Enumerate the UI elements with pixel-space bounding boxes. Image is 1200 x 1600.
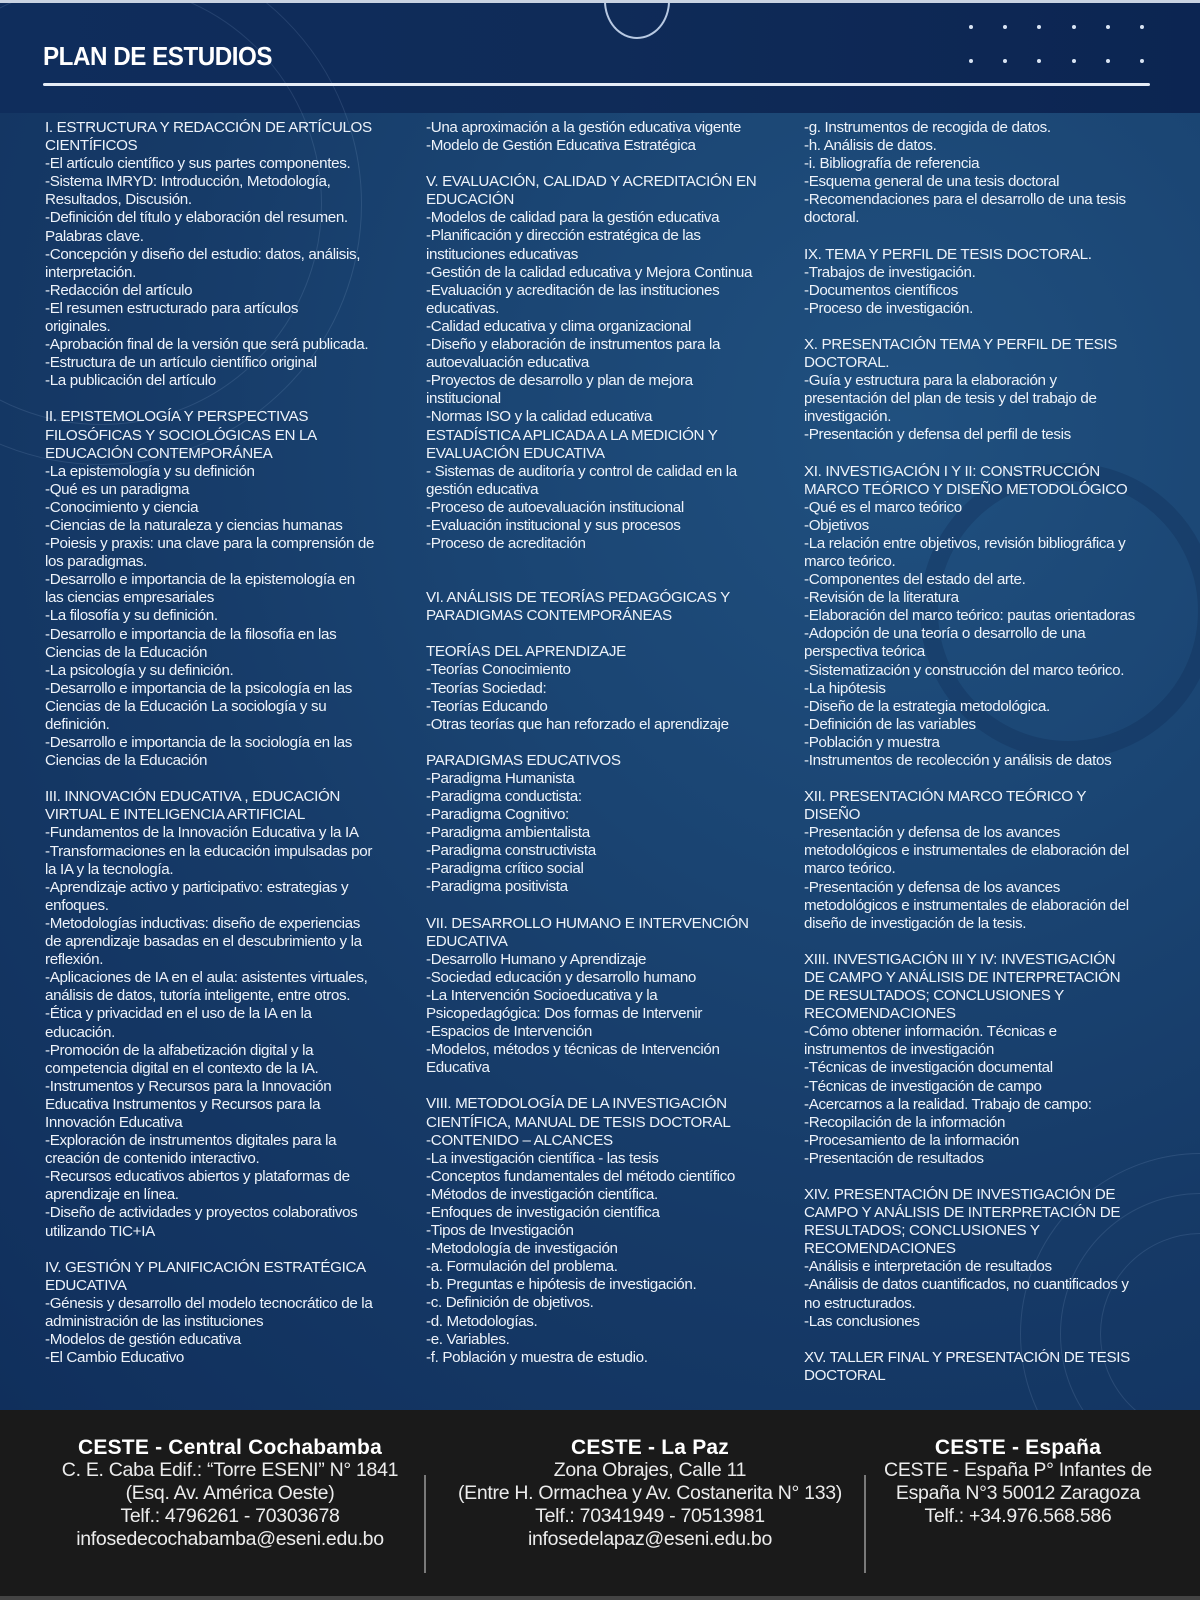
office-phone: Telf.: +34.976.568.586 (924, 1505, 1112, 1527)
office-cochabamba (40, 1436, 420, 1551)
syllabus-item: -Normas ISO y la calidad educativa (426, 408, 653, 426)
section-heading: X. PRESENTACIÓN TEMA Y PERFIL DE TESIS (804, 335, 1118, 353)
section-heading: XV. TALLER FINAL Y PRESENTACIÓN DE TESIS (804, 1348, 1130, 1366)
syllabus-section (804, 788, 1174, 933)
syllabus-item: -Sistematización y construcción del marco teórico. (804, 661, 1125, 679)
syllabus-item: las ciencias empresariales (45, 589, 215, 607)
section-heading: RECOMENDACIONES (804, 1240, 956, 1258)
syllabus-item: -Las conclusiones (804, 1312, 920, 1330)
syllabus-section (804, 119, 1174, 228)
syllabus-item: -Análisis de datos cuantificados, no cuantificados y (804, 1276, 1129, 1294)
syllabus-section (804, 1349, 1174, 1385)
syllabus-item: -Definición del título y elaboración del resumen. (45, 209, 348, 227)
syllabus-item: originales. (45, 318, 111, 336)
syllabus-item: -El artículo científico y sus partes componentes. (45, 155, 351, 173)
syllabus-item: -Qué es el marco teórico (804, 498, 962, 516)
syllabus-item: Ciencias de la Educación La sociología y su (45, 697, 327, 715)
syllabus-section (426, 752, 796, 897)
syllabus-section (804, 1186, 1174, 1331)
syllabus-item: -Modelo de Gestión Educativa Estratégica (426, 137, 696, 155)
syllabus-item: -Procesamiento de la información (804, 1131, 1020, 1149)
syllabus-item: instrumentos de investigación (804, 1041, 994, 1059)
syllabus-item: - Sistemas de auditoría y control de calidad en la (426, 462, 737, 480)
section-heading: VIRTUAL E INTELIGENCIA ARTIFICIAL (45, 806, 305, 824)
syllabus-item: -Ciencias de la naturaleza y ciencias humanas (45, 516, 343, 534)
office-phone: Telf.: 70341949 - 70513981 (535, 1505, 765, 1527)
syllabus-item: de aprendizaje basadas en el descubrimiento y la (45, 933, 362, 951)
syllabus-section (45, 1259, 410, 1368)
syllabus-item: Psicopedagógica: Dos formas de Intervenir (426, 1005, 703, 1023)
syllabus-item: educación. (45, 1023, 115, 1041)
syllabus-item: investigación. (804, 408, 892, 426)
syllabus-item: diseño de investigación de la tesis. (804, 914, 1027, 932)
section-heading: RESULTADOS; CONCLUSIONES Y (804, 1222, 1040, 1240)
section-heading: I. ESTRUCTURA Y REDACCIÓN DE ARTÍCULOS (45, 119, 372, 136)
syllabus-item: -Recursos educativos abiertos y plataformas de (45, 1168, 350, 1186)
office-espana (868, 1436, 1168, 1528)
syllabus-item: -Esquema general de una tesis doctoral (804, 173, 1060, 191)
syllabus-item: educativas. (426, 299, 499, 317)
syllabus-item: -Metodologías inductivas: diseño de experiencias (45, 914, 360, 932)
syllabus-item: perspectiva teórica (804, 643, 925, 661)
section-heading: IX. TEMA Y PERFIL DE TESIS DOCTORAL. (804, 245, 1092, 263)
syllabus-item: -Desarrollo Humano y Aprendizaje (426, 950, 647, 968)
section-heading: PARADIGMAS EDUCATIVOS (426, 751, 621, 769)
syllabus-item: doctoral. (804, 209, 860, 227)
syllabus-item: -Aprendizaje activo y participativo: estrategias y (45, 878, 349, 896)
syllabus-section (426, 589, 796, 625)
syllabus-item: -Concepción y diseño del estudio: datos, análisis, (45, 245, 361, 263)
syllabus-section (426, 1095, 796, 1366)
syllabus-item: -Presentación y defensa del perfil de tesis (804, 426, 1071, 444)
syllabus-item: -Calidad educativa y clima organizacional (426, 317, 692, 335)
syllabus-item: -Génesis y desarrollo del modelo tecnocrático de la (45, 1294, 373, 1312)
syllabus-item: Educativa Instrumentos y Recursos para la (45, 1095, 321, 1113)
syllabus-item: los paradigmas. (45, 553, 147, 571)
office-address-line: España N°3 50012 Zaragoza (895, 1482, 1141, 1504)
syllabus-item: -e. Variables. (426, 1330, 510, 1348)
syllabus-item: EVALUACIÓN EDUCATIVA (426, 444, 605, 462)
page-title: PLAN DE ESTUDIOS (43, 41, 273, 71)
syllabus-item: -Sistema IMRYD: Introducción, Metodología, (45, 173, 331, 191)
syllabus-item: -Trabajos de investigación. (804, 263, 976, 281)
syllabus-item: -Análisis e interpretación de resultados (804, 1258, 1052, 1276)
section-heading: IV. GESTIÓN Y PLANIFICACIÓN ESTRATÉGICA (45, 1258, 366, 1276)
section-heading: VI. ANÁLISIS DE TEORÍAS PEDAGÓGICAS Y (426, 589, 730, 607)
section-heading: MARCO TEÓRICO Y DISEÑO METODOLÓGICO (804, 480, 1128, 498)
syllabus-item: -Poiesis y praxis: una clave para la comprensión de (45, 535, 375, 553)
syllabus-item: -La filosofía y su definición. (45, 607, 218, 625)
syllabus-section (804, 336, 1174, 445)
syllabus-item: -Paradigma constructivista (426, 842, 596, 860)
syllabus-item: -Población y muestra (804, 733, 940, 751)
syllabus-item: -Paradigma crítico social (426, 860, 584, 878)
section-heading: DE CAMPO Y ANÁLISIS DE INTERPRETACIÓN (804, 968, 1121, 986)
syllabus-item: -Desarrollo e importancia de la sociología en las (45, 734, 353, 752)
section-heading: -CONTENIDO – ALCANCES (426, 1131, 613, 1149)
syllabus-item: -Paradigma ambientalista (426, 824, 590, 842)
syllabus-section (45, 119, 410, 390)
section-heading: DOCTORAL (804, 1366, 886, 1384)
office-address-line: (Esq. Av. América Oeste) (125, 1482, 335, 1504)
syllabus-item: -Técnicas de investigación de campo (804, 1077, 1042, 1095)
section-heading: V. EVALUACIÓN, CALIDAD Y ACREDITACIÓN EN (426, 173, 757, 191)
syllabus-item: -Planificación y dirección estratégica de las (426, 227, 701, 245)
syllabus-item: -Promoción de la alfabetización digital y la (45, 1041, 314, 1059)
syllabus-section (45, 788, 410, 1240)
syllabus-item: enfoques. (45, 896, 109, 914)
syllabus-item: -a. Formulación del problema. (426, 1258, 618, 1276)
syllabus-section (45, 408, 410, 770)
syllabus-item: -El resumen estructurado para artículos (45, 299, 299, 317)
syllabus-item: -b. Preguntas e hipótesis de investigación. (426, 1276, 697, 1294)
syllabus-item: -Revisión de la literatura (804, 589, 959, 607)
syllabus-item: -Evaluación y acreditación de las instituciones (426, 281, 720, 299)
section-heading: FILOSÓFICAS Y SOCIOLÓGICAS EN LA (45, 426, 317, 444)
syllabus-item: -Metodología de investigación (426, 1240, 618, 1258)
syllabus-section (804, 951, 1174, 1168)
syllabus-item: -f. Población y muestra de estudio. (426, 1348, 648, 1366)
syllabus-item: -Adopción de una teoría o desarrollo de una (804, 625, 1086, 643)
syllabus-item: -La Intervención Socioeducativa y la (426, 986, 658, 1004)
syllabus-item: -Técnicas de investigación documental (804, 1059, 1053, 1077)
syllabus-section (426, 915, 796, 1078)
syllabus-item: -i. Bibliografía de referencia (804, 155, 980, 173)
syllabus-item: -Diseño y elaboración de instrumentos para la (426, 336, 721, 354)
syllabus-item: Ciencias de la Educación (45, 643, 208, 661)
syllabus-item: -Modelos de gestión educativa (45, 1331, 241, 1348)
syllabus-item: Ciencias de la Educación (45, 752, 208, 770)
syllabus-item: -Teorías Educando (426, 697, 548, 715)
syllabus-item: Palabras clave. (45, 227, 144, 245)
syllabus-item: -Una aproximación a la gestión educativa vigente (426, 119, 741, 136)
office-address-line: CESTE - España P° Infantes de (884, 1459, 1152, 1481)
syllabus-item: -Paradigma Cognitivo: (426, 806, 569, 824)
syllabus-item: -Recopilación de la información (804, 1113, 1006, 1131)
office-name: CESTE - La Paz (570, 1436, 729, 1459)
syllabus-item: metodológicos e instrumentales de elaboración del (804, 842, 1129, 860)
syllabus-item: institucional (426, 390, 501, 408)
syllabus-item: Resultados, Discusión. (45, 191, 192, 209)
syllabus-item: -Redacción del artículo (45, 281, 193, 299)
syllabus-item: -Desarrollo e importancia de la epistemología en (45, 571, 355, 589)
syllabus-item: -Presentación y defensa de los avances (804, 824, 1061, 842)
office-name: CESTE - Central Cochabamba (78, 1436, 382, 1459)
syllabus-item: -h. Análisis de datos. (804, 137, 937, 155)
syllabus-item: -Diseño de la estrategia metodológica. (804, 697, 1050, 715)
syllabus-item: -Aplicaciones de IA en el aula: asistentes virtuales, (45, 969, 368, 987)
syllabus-item: -Otras teorías que han reforzado el aprendizaje (426, 715, 729, 733)
syllabus-item: -Diseño de actividades y proyectos colaborativos (45, 1204, 358, 1222)
syllabus-item: utilizando TIC+IA (45, 1222, 155, 1240)
syllabus-item: ESTADÍSTICA APLICADA A LA MEDICIÓN Y (426, 426, 718, 444)
syllabus-item: -Gestión de la calidad educativa y Mejora Continua (426, 263, 753, 281)
section-heading: III. INNOVACIÓN EDUCATIVA , EDUCACIÓN (45, 788, 341, 806)
section-heading: RECOMENDACIONES (804, 1005, 956, 1023)
section-heading: XII. PRESENTACIÓN MARCO TEÓRICO Y (804, 788, 1087, 806)
footer (0, 1410, 1200, 1600)
section-heading: EDUCATIVA (45, 1276, 127, 1294)
syllabus-item: competencia digital en el contexto de la IA. (45, 1059, 319, 1077)
section-heading: XIII. INVESTIGACIÓN III Y IV: INVESTIGACIÓN (804, 950, 1116, 968)
syllabus-item: -Presentación de resultados (804, 1149, 984, 1167)
office-address-line: (Entre H. Ormachea y Av. Costanerita N° 133) (457, 1482, 843, 1504)
section-heading: XIV. PRESENTACIÓN DE INVESTIGACIÓN DE (804, 1185, 1116, 1203)
syllabus-item: -Espacios de Intervención (426, 1023, 593, 1041)
syllabus-item: -Desarrollo e importancia de la filosofía en las (45, 625, 337, 643)
syllabus-item: -Paradigma Humanista (426, 769, 575, 787)
section-heading: XI. INVESTIGACIÓN I Y II: CONSTRUCCIÓN (804, 462, 1100, 480)
section-heading: DE RESULTADOS; CONCLUSIONES Y (804, 987, 1064, 1005)
syllabus-item: -Instrumentos de recolección y análisis de datos (804, 752, 1112, 769)
syllabus-section (804, 463, 1174, 771)
syllabus-item: -Paradigma positivista (426, 878, 568, 896)
section-heading: DOCTORAL. (804, 354, 890, 372)
syllabus-item: no estructurados. (804, 1294, 916, 1312)
syllabus-item: -Qué es un paradigma (45, 480, 190, 498)
syllabus-item: marco teórico. (804, 860, 896, 878)
syllabus-item: -Conocimiento y ciencia (45, 498, 199, 516)
section-heading: EDUCACIÓN CONTEMPORÁNEA (45, 444, 273, 462)
syllabus-item: Innovación Educativa (45, 1113, 183, 1131)
office-la-paz (440, 1436, 860, 1551)
syllabus-item: creación de contenido interactivo. (45, 1150, 260, 1168)
syllabus-item: -La epistemología y su definición (45, 462, 255, 480)
section-heading: CAMPO Y ANÁLISIS DE INTERPRETACIÓN DE (804, 1204, 1121, 1222)
syllabus-section (426, 119, 796, 155)
syllabus-item: -La relación entre objetivos, revisión bibliográfica y (804, 534, 1126, 552)
syllabus-item: -Estructura de un artículo científico original (45, 354, 317, 372)
syllabus-item: -Proceso de investigación. (804, 299, 974, 317)
syllabus-item: autoevaluación educativa (426, 354, 590, 372)
syllabus-item: -La publicación del artículo (45, 372, 216, 390)
syllabus-item: Educativa (426, 1059, 490, 1077)
syllabus-item: instituciones educativas (426, 245, 579, 263)
syllabus-section (804, 246, 1174, 318)
syllabus-item: reflexión. (45, 951, 104, 969)
syllabus-item: -Proceso de autoevaluación institucional (426, 498, 684, 516)
footer-divider (864, 1475, 866, 1573)
syllabus-item: -Recomendaciones para el desarrollo de una tesis (804, 191, 1126, 209)
section-heading: PARADIGMAS CONTEMPORÁNEAS (426, 607, 672, 625)
syllabus-item: -Definición de las variables (804, 715, 976, 733)
syllabus-item: -Exploración de instrumentos digitales para la (45, 1132, 337, 1150)
syllabus-item: aprendizaje en línea. (45, 1186, 179, 1204)
syllabus-item: -Teorías Sociedad: (426, 679, 547, 697)
syllabus-item: -Paradigma conductista: (426, 788, 582, 805)
syllabus-item: administración de las instituciones (45, 1312, 264, 1330)
syllabus-item: -Ética y privacidad en el uso de la IA en la (45, 1005, 312, 1023)
syllabus-item: -El Cambio Educativo (45, 1349, 185, 1367)
syllabus-item: -Componentes del estado del arte. (804, 571, 1026, 589)
syllabus-section (426, 173, 796, 553)
office-phone: Telf.: 4796261 - 70303678 (120, 1505, 340, 1527)
syllabus-item: -Documentos científicos (804, 281, 959, 299)
syllabus-column-2 (426, 119, 796, 1385)
section-heading: VII. DESARROLLO HUMANO E INTERVENCIÓN (426, 914, 749, 932)
section-heading: II. EPISTEMOLOGÍA Y PERSPECTIVAS (45, 408, 309, 426)
syllabus-item: -Proceso de acreditación (426, 535, 586, 553)
syllabus-item: la IA y la tecnología. (45, 860, 174, 878)
syllabus-item: -Teorías Conocimiento (426, 661, 571, 679)
section-heading: TEORÍAS DEL APRENDIZAJE (426, 643, 626, 661)
syllabus-item: -Sociedad educación y desarrollo humano (426, 968, 697, 986)
syllabus-item: -Proyectos de desarrollo y plan de mejora (426, 372, 693, 390)
syllabus-item: -Fundamentos de la Innovación Educativa y la IA (45, 824, 359, 842)
syllabus-item: -Desarrollo e importancia de la psicología en las (45, 679, 353, 697)
syllabus-item: -Objetivos (804, 516, 869, 534)
syllabus-item: -Instrumentos y Recursos para la Innovación (45, 1077, 332, 1095)
section-heading: EDUCATIVA (426, 932, 508, 950)
footer-divider (424, 1475, 426, 1573)
syllabus-item: -Transformaciones en la educación impulsadas por (45, 842, 373, 860)
syllabus-item: definición. (45, 716, 110, 733)
syllabus-item: -Conceptos fundamentales del método científico (426, 1167, 735, 1185)
syllabus-item: -La investigación científica - las tesis (426, 1149, 659, 1167)
syllabus-item: análisis de datos, tutoría inteligente, entre otros. (45, 987, 351, 1005)
syllabus-item: -Elaboración del marco teórico: pautas orientadoras (804, 607, 1135, 625)
syllabus-column-3 (804, 119, 1174, 1403)
section-heading: VIII. METODOLOGÍA DE LA INVESTIGACIÓN (426, 1095, 727, 1113)
syllabus-column-1 (45, 119, 410, 1385)
syllabus-item: -Cómo obtener información. Técnicas e (804, 1023, 1057, 1041)
syllabus-item: -Evaluación institucional y sus procesos (426, 516, 681, 534)
syllabus-item: -Acercarnos a la realidad. Trabajo de campo: (804, 1095, 1092, 1113)
syllabus-section (426, 643, 796, 733)
decorative-dots-icon (969, 25, 1174, 65)
title-divider (43, 83, 1150, 86)
office-email[interactable]: infosedelapaz@eseni.edu.bo (527, 1528, 772, 1550)
syllabus-item: gestión educativa (426, 480, 539, 498)
office-email[interactable]: infosedecochabamba@eseni.edu.bo (76, 1528, 384, 1550)
syllabus-item: -Modelos, métodos y técnicas de Intervención (426, 1041, 720, 1059)
syllabus-item: interpretación. (45, 263, 136, 281)
syllabus-item: -Presentación y defensa de los avances (804, 878, 1061, 896)
syllabus-item: -Guía y estructura para la elaboración y (804, 372, 1057, 390)
office-address-line: Zona Obrajes, Calle 11 (553, 1459, 747, 1481)
syllabus-item: metodológicos e instrumentales de elaboración del (804, 896, 1129, 914)
syllabus-item: -Enfoques de investigación científica (426, 1203, 660, 1221)
office-name: CESTE - España (934, 1436, 1102, 1459)
section-heading: DISEÑO (804, 806, 861, 824)
syllabus-item: presentación del plan de tesis y del trabajo de (804, 390, 1097, 408)
syllabus-item: -Tipos de Investigación (426, 1222, 574, 1240)
section-heading: CIENTÍFICA, MANUAL DE TESIS DOCTORAL (426, 1113, 731, 1131)
syllabus-item: -La hipótesis (804, 679, 886, 697)
syllabus-item: -La psicología y su definición. (45, 661, 234, 679)
syllabus-item: -Modelos de calidad para la gestión educativa (426, 209, 720, 227)
syllabus-item: -Aprobación final de la versión que será publicada. (45, 336, 369, 354)
section-heading: EDUCACIÓN (426, 191, 514, 209)
section-heading: CIENTÍFICOS (45, 137, 138, 155)
syllabus-item: -d. Metodologías. (426, 1312, 538, 1330)
office-address-line: C. E. Caba Edif.: “Torre ESENI” N° 1841 (61, 1459, 399, 1481)
syllabus-item: -c. Definición de objetivos. (426, 1294, 594, 1312)
syllabus-item: marco teórico. (804, 552, 896, 570)
syllabus-item: -Métodos de investigación científica. (426, 1185, 658, 1203)
syllabus-item: -g. Instrumentos de recogida de datos. (804, 119, 1051, 136)
